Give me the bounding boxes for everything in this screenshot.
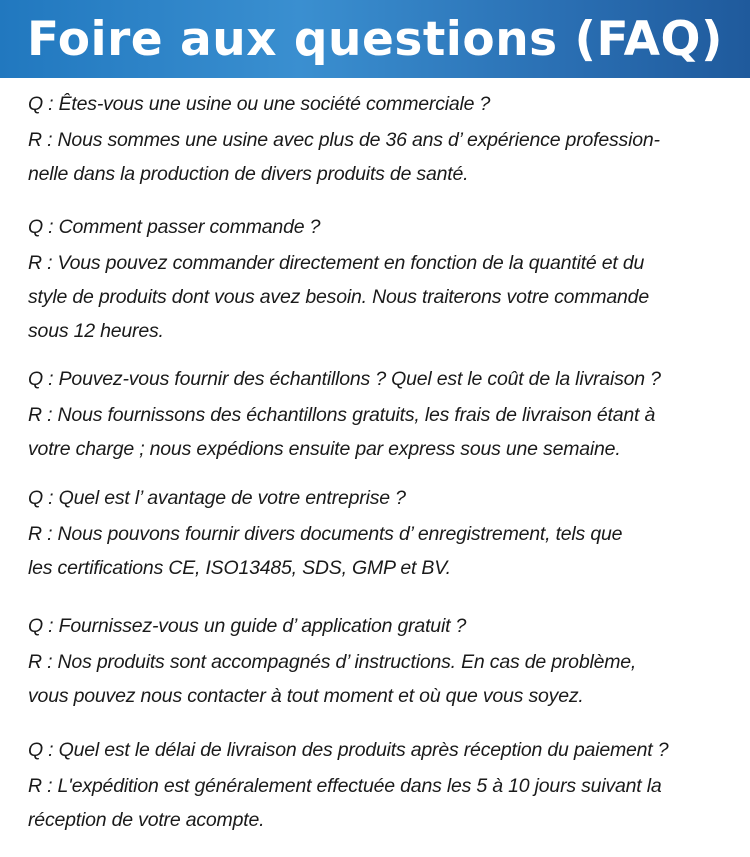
- faq-answer-line: R : Nous fournissons des échantillons gratuits, les frais de livraison étant à: [28, 404, 656, 426]
- faq-answer-line: nelle dans la production de divers produits de santé.: [28, 163, 469, 185]
- faq-answer-line: R : Nous sommes une usine avec plus de 36 ans d’ expérience profession-: [28, 129, 660, 151]
- faq-item: [28, 481, 740, 585]
- page-title: Foire aux questions (FAQ): [27, 12, 723, 67]
- faq-question: Q : Quel est le délai de livraison des produits après réception du paiement ?: [28, 739, 669, 761]
- faq-question: Q : Comment passer commande ?: [28, 216, 321, 238]
- faq-answer-line: les certifications CE, ISO13485, SDS, GMP et BV.: [28, 557, 451, 579]
- faq-question: Q : Êtes-vous une usine ou une société commerciale ?: [28, 93, 491, 115]
- faq-answer-line: sous 12 heures.: [28, 320, 164, 342]
- faq-question: Q : Fournissez-vous un guide d’ application gratuit ?: [28, 615, 467, 637]
- faq-item: [28, 733, 740, 837]
- faq-item: [28, 87, 740, 191]
- faq-item: [28, 362, 740, 466]
- faq-answer-line: R : Nous pouvons fournir divers documents d’ enregistrement, tels que: [28, 523, 623, 545]
- faq-item: [28, 210, 740, 348]
- faq-question: Q : Quel est l’ avantage de votre entreprise ?: [28, 487, 406, 509]
- faq-answer-line: votre charge ; nous expédions ensuite par express sous une semaine.: [28, 438, 621, 460]
- faq-answer-line: R : Nos produits sont accompagnés d’ instructions. En cas de problème,: [28, 651, 637, 673]
- faq-answer-line: R : L'expédition est généralement effectuée dans les 5 à 10 jours suivant la: [28, 775, 662, 797]
- faq-answer-line: vous pouvez nous contacter à tout moment et où que vous soyez.: [28, 685, 584, 707]
- faq-question: Q : Pouvez-vous fournir des échantillons ? Quel est le coût de la livraison ?: [28, 368, 661, 390]
- faq-item: [28, 609, 740, 713]
- faq-answer-line: R : Vous pouvez commander directement en fonction de la quantité et du: [28, 252, 645, 274]
- faq-answer-line: réception de votre acompte.: [28, 809, 265, 831]
- faq-answer-line: style de produits dont vous avez besoin. Nous traiterons votre commande: [28, 286, 649, 308]
